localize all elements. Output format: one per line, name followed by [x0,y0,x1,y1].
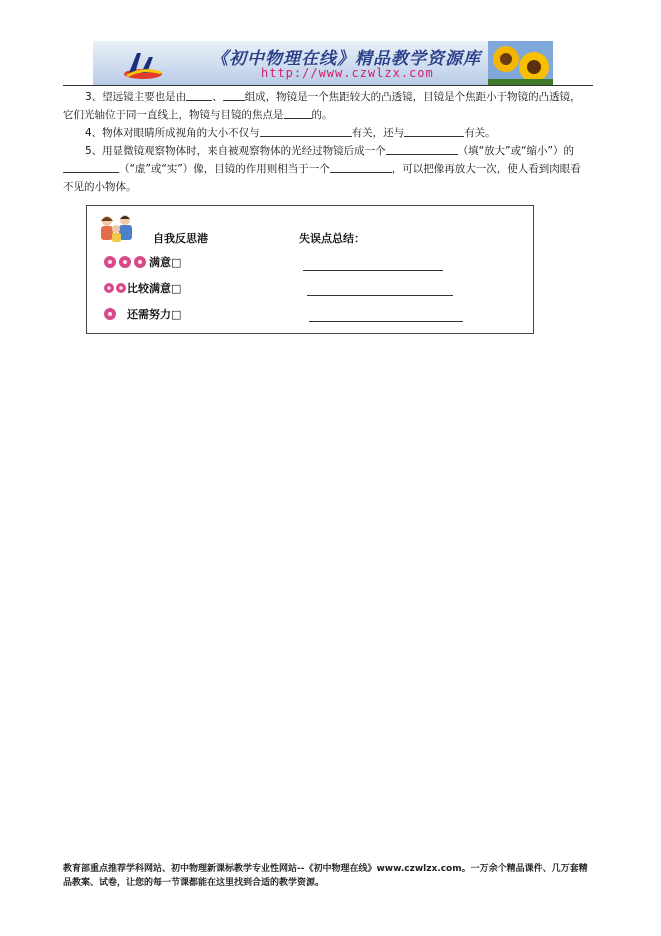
site-logo-icon [123,49,163,81]
rating-label-fairly-satisfied[interactable]: 比较满意□ [127,282,182,295]
q5-blank-1[interactable] [386,143,458,155]
q3-blank-2[interactable] [223,89,245,101]
rating-label-needs-effort[interactable]: 还需努力□ [127,308,182,321]
rating-row-needs-effort [103,306,181,324]
self-reflection-heading: 自我反思港 [153,232,208,245]
rating-row-satisfied [103,254,181,272]
rating-row-fairly-satisfied [103,280,181,297]
q5-text-1: 5、用显微镜观察物体时，来自被观察物体的光经过物镜后成一个 [85,145,386,157]
question-4 [63,124,588,142]
q4-blank-2[interactable] [404,125,464,137]
flower-icon [103,255,149,272]
q5-blank-3[interactable] [330,161,392,173]
q3-blank-1[interactable] [186,89,212,101]
flower-icon [103,307,121,324]
q3-text-3: 组成，物镜是一个焦距较大的凸透镜，目镜是个焦距小于物镜的凸透镜，它们光轴位于同一直线上，物镜与目镜的焦点是 [63,91,581,121]
page-footer: 教育部重点推荐学科网站、初中物理新课标教学专业性网站--《初中物理在线》www.czwlzx.com。一万余个精品课件、几万套精品教案、试卷，让您的每一节课都能在这里找到合适的教学资源。 [63,864,588,888]
header-banner [93,41,553,85]
q4-text-1: 4、物体对眼睛所成视角的大小不仅与 [85,127,260,139]
q5-text-2: （填“放大”或“缩小”）的 [457,145,574,157]
family-illustration-icon [95,212,139,244]
flower-icon [103,282,127,297]
q4-blank-1[interactable] [260,125,352,137]
question-5 [63,142,588,196]
q3-text-2: 、 [212,91,223,103]
q3-text-1: 3、望远镜主要也是由 [85,91,187,103]
rating-label-satisfied[interactable]: 满意□ [149,256,182,269]
q3-blank-3[interactable] [284,107,312,119]
banner-url[interactable]: http://www.czwlzx.com [261,66,434,80]
header-divider [63,85,593,86]
q4-text-3: 有关。 [464,127,496,139]
q5-text-3: （“虚”或“实”）像，目镜的作用则相当于一个 [119,163,330,175]
summary-line-1[interactable] [303,270,443,271]
q5-blank-2[interactable] [63,161,119,173]
question-3 [63,88,588,124]
summary-line-2[interactable] [307,295,453,296]
q3-text-4: 的。 [311,109,333,121]
q4-text-2: 有关，还与 [351,127,405,139]
mistake-summary-heading: 失误点总结： [299,232,365,245]
summary-line-3[interactable] [309,321,463,322]
q5-text-4: ，可以把像再放大一次，使人看到肉眼看不见的小物体。 [63,163,581,193]
banner-title: 《初中物理在线》精品教学资源库 [211,49,481,69]
self-reflection-box [86,205,534,334]
sunflower-decoration-icon [488,41,553,85]
